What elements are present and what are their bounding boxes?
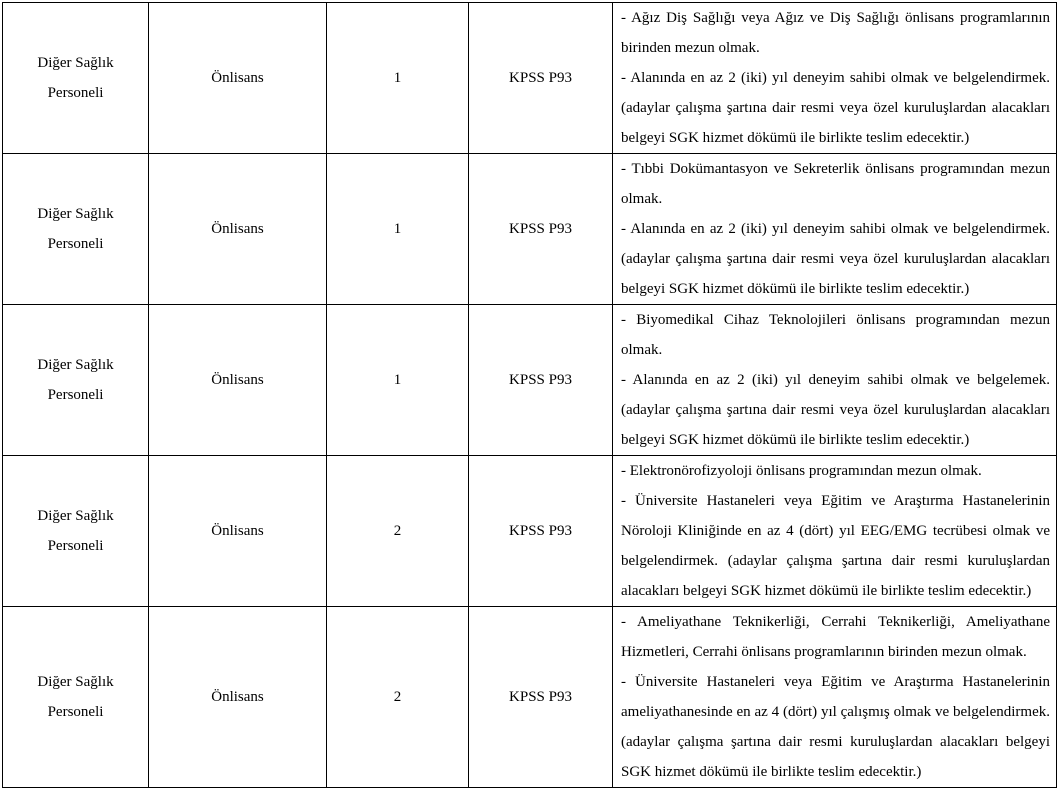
requirements-cell [613,305,1057,456]
table-row [3,3,1057,154]
positions-table [2,2,1057,788]
position-title-cell [3,3,149,154]
requirement-item: - Ameliyathane Teknikerliği, Cerrahi Teknikerliği, Ameliyathane Hizmetleri, Cerrahi önlisans programlarının birinden mezun olmak. [621,614,1050,660]
requirements-cell [613,3,1057,154]
table-row [3,456,1057,607]
requirement-item: - Ağız Diş Sağlığı veya Ağız ve Diş Sağlığı önlisans programlarının birinden mezun olmak. [621,10,1050,56]
requirement-item: - Alanında en az 2 (iki) yıl deneyim sahibi olmak ve belgelendirmek. (adaylar çalışma şartına dair resmi veya özel kuruluşlardan alacakları belgeyi SGK hizmet dökümü ile birlikte teslim edecektir.) [621,221,1050,297]
requirements-cell [613,154,1057,305]
position-title-line2: Personeli [47,85,104,101]
position-title-line1: Diğer Sağlık [37,55,114,71]
position-count-cell: 1 [327,3,469,154]
education-level-cell: Önlisans [149,456,327,607]
requirement-item: - Üniversite Hastaneleri veya Eğitim ve Araştırma Hastanelerinin Nöroloji Kliniğinde en az 4 (dört) yıl EEG/EMG tecrübesi olmak ve belgelendirmek. (adaylar çalışma şartına dair resmi kuruluşlardan alacakları belgeyi SGK hizmet dökümü ile birlikte teslim edecektir.) [621,493,1050,599]
requirement-item: - Tıbbi Dokümantasyon ve Sekreterlik önlisans programından mezun olmak. [621,161,1050,207]
requirement-item: - Biyomedikal Cihaz Teknolojileri önlisans programından mezun olmak. [621,312,1050,358]
exam-type-cell: KPSS P93 [469,3,613,154]
exam-type-cell: KPSS P93 [469,305,613,456]
position-title-cell [3,305,149,456]
education-level-cell: Önlisans [149,305,327,456]
requirements-cell [613,456,1057,607]
position-title-line2: Personeli [47,236,104,252]
requirement-item: - Alanında en az 2 (iki) yıl deneyim sahibi olmak ve belgelemek. (adaylar çalışma şartına dair resmi veya özel kuruluşlardan alacakları belgeyi SGK hizmet dökümü ile birlikte teslim edecektir.) [621,372,1050,448]
requirement-item: - Üniversite Hastaneleri veya Eğitim ve Araştırma Hastanelerinin ameliyathanesinde en az 4 (dört) yıl çalışmış olmak ve belgelendirmek. (adaylar çalışma şartına dair resmi kuruluşlardan alacakları belgeyi SGK hizmet dökümü ile birlikte teslim edecektir.) [621,674,1050,780]
requirement-item: - Alanında en az 2 (iki) yıl deneyim sahibi olmak ve belgelendirmek. (adaylar çalışma şartına dair resmi veya özel kuruluşlardan alacakları belgeyi SGK hizmet dökümü ile birlikte teslim edecektir.) [621,70,1050,146]
table-row [3,607,1057,788]
education-level-cell: Önlisans [149,607,327,788]
position-count-cell: 1 [327,305,469,456]
position-title-cell [3,456,149,607]
position-title-line1: Diğer Sağlık [37,206,114,222]
position-count-cell: 2 [327,607,469,788]
position-title-cell [3,607,149,788]
exam-type-cell: KPSS P93 [469,154,613,305]
education-level-cell: Önlisans [149,154,327,305]
requirements-cell [613,607,1057,788]
position-title-line1: Diğer Sağlık [37,674,114,690]
requirement-item: - Elektronörofizyoloji önlisans programından mezun olmak. [621,463,982,479]
position-count-cell: 1 [327,154,469,305]
table-row [3,305,1057,456]
exam-type-cell: KPSS P93 [469,456,613,607]
position-title-line2: Personeli [47,704,104,720]
exam-type-cell: KPSS P93 [469,607,613,788]
position-title-line1: Diğer Sağlık [37,508,114,524]
position-count-cell: 2 [327,456,469,607]
positions-table-body [3,3,1057,788]
education-level-cell: Önlisans [149,3,327,154]
position-title-cell [3,154,149,305]
position-title-line1: Diğer Sağlık [37,357,114,373]
position-title-line2: Personeli [47,387,104,403]
table-row [3,154,1057,305]
position-title-line2: Personeli [47,538,104,554]
